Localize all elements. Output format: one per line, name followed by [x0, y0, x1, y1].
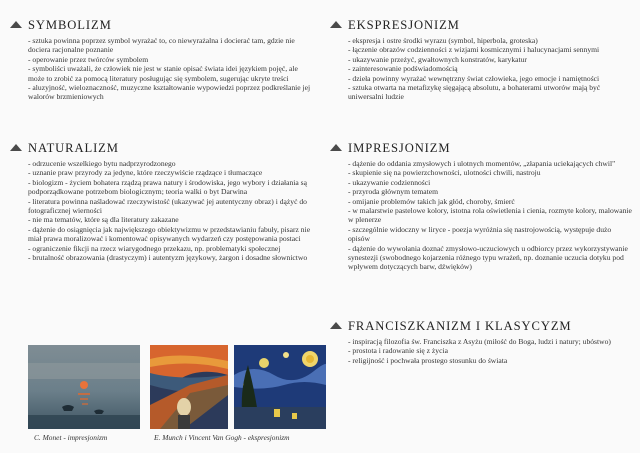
- triangle-bullet-icon: [10, 144, 22, 151]
- franciscanism-list: [326, 337, 634, 365]
- list-item: - operowanie przez twórców symbolem: [28, 54, 149, 64]
- list-item: - prostota i radowanie się z życia: [348, 346, 448, 356]
- starry-night-painting: [234, 345, 326, 429]
- section-title: IMPRESJONIZM: [348, 141, 451, 155]
- expressionism-list: [326, 36, 634, 102]
- triangle-bullet-icon: [10, 21, 22, 28]
- section-header: [326, 18, 634, 36]
- list-item: - dzieła powinny wyrażać wewnętrzny świat człowieka, jego emocje i namiętności: [348, 73, 600, 83]
- list-item: - nie ma tematów, które są dla literatury zakazane: [28, 215, 179, 225]
- section-title: EKSPRESJONIZM: [348, 18, 460, 32]
- list-item: - ekspresja i ostre środki wyrazu (symbol, hiperbola, groteska): [348, 36, 538, 45]
- list-item: - w malarstwie pastelowe kolory, istotna rola oświetlenia i cienia, rozmyte kolory, malowanie w plenerze: [348, 206, 632, 225]
- list-item: - literatura powinna naśladować rzeczywistość (ukazywać jej autentyczny obraz) i dążyć do fotograficznej wierności: [28, 196, 307, 216]
- list-item: - szczególnie widoczny w liryce - poezja wyróżnia się nastrojowością, występuje dużo opisów: [348, 224, 612, 244]
- starry-night-icon: [234, 345, 326, 429]
- section-header: [6, 141, 312, 159]
- painting-caption: E. Munch i Vincent Van Gogh - ekspresjonizm: [154, 433, 290, 442]
- list-item: - dążenie do wywołania doznać zmysłowo-uczuciowych u odbiorcy przez wykorzystywanie synestezji (swobodnego kojarzenia różnego typu wrażeń, np. doznanie uczucia dotyku pod wpływem dotyczących barw, dźwięków): [348, 243, 628, 272]
- list-item: - dążenie do osiągnięcia jak największego obiektywizmu w przedstawianiu fabuły, pisarz nie miał prawa moralizować i komentować opisywanych wydarzeń czy postępowania postaci: [28, 224, 311, 244]
- section-title: SYMBOLIZM: [28, 18, 112, 32]
- list-item: - ukazywanie przeżyć, gwałtownych konstratów, karykatur: [348, 54, 527, 64]
- impression-sunrise-painting: [28, 345, 140, 429]
- impressionism-list: [326, 159, 634, 272]
- section-header: [326, 141, 634, 159]
- list-item: - omijanie problemów takich jak głód, choroby, śmierć: [348, 196, 515, 206]
- painting-caption: C. Monet - impresjonizm: [34, 433, 108, 442]
- list-item: - sztuka otwarta na metafizykę sięgającą absolutu, a bohaterami utworów mają być uniwersalni ludzie: [348, 83, 601, 102]
- list-item: - ukazywanie codzienności: [348, 177, 431, 187]
- scream-painting: [150, 345, 228, 429]
- triangle-bullet-icon: [330, 144, 342, 151]
- section-title: FRANCISZKANIZM I KLASYCYZM: [348, 319, 572, 333]
- section-symbolism: [6, 18, 312, 102]
- list-item: - dążenie do oddania zmysłowych i ulotnych momentów, „złapania uciekających chwil": [348, 159, 616, 168]
- list-item: - przyroda głównym tematem: [348, 187, 439, 197]
- list-item: - sztuka powinna poprzez symbol wyrażać to, co niewyrażalna i docierać tam, gdzie nie dociera racjonalne poznanie: [28, 36, 295, 55]
- section-expressionism: [326, 18, 634, 102]
- list-item: - inspiracją filozofia św. Franciszka z Asyżu (miłość do Boga, ludzi i natury; ubóstwo): [348, 337, 611, 346]
- list-item: - ograniczenie fikcji na rzecz wiarygodnego przekazu, np. problematyki społecznej: [28, 243, 281, 253]
- naturalism-list: [6, 159, 312, 262]
- section-impressionism: [326, 141, 634, 272]
- scream-icon: [150, 345, 228, 429]
- triangle-bullet-icon: [330, 322, 342, 329]
- list-item: - uznanie praw przyrody za jedyne, które rzeczywiście rządzące i tłumaczące: [28, 168, 263, 178]
- list-item: - brutalność obrazowania (drastyczym) i autentyzm językowy, żargon i dosadne słownictwo: [28, 253, 308, 263]
- list-item: - symboliści uważali, że człowiek nie jest w stanie opisać świata idei językiem pojęć, ale może to zrobić za pomocą literatury posługując się symbolem, sugerując ukryte treści: [28, 64, 298, 83]
- impression-sunrise-icon: [28, 345, 140, 429]
- section-title: NATURALIZM: [28, 141, 119, 155]
- list-item: - skupienie się na powierzchowności, ulotności chwili, nastroju: [348, 168, 541, 178]
- list-item: - aluzyjność, wieloznaczność, muzyczne kształtowanie wypowiedzi poprzez podkreślanie jej walorów brzmieniowych: [28, 83, 311, 102]
- section-naturalism: [6, 141, 312, 262]
- list-item: - zainteresowanie podświadomością: [348, 64, 458, 74]
- list-item: - łączenie obrazów codzienności z wizjami kosmicznymi i halucynacjami sennymi: [348, 45, 600, 55]
- list-item: - religijność i pochwała prostego stosunku do świata: [348, 355, 508, 365]
- list-item: - biologizm - życiem bohatera rządzą prawa natury i środowiska, jego wybory i działania są podporządkowane potrzebom biologicznym; teoria walki o byt Darwina: [28, 177, 307, 197]
- symbolism-list: [6, 36, 312, 102]
- paintings-gallery: [22, 345, 322, 445]
- section-franciscanism: [326, 319, 634, 365]
- section-header: [326, 319, 634, 337]
- triangle-bullet-icon: [330, 21, 342, 28]
- list-item: - odrzucenie wszelkiego bytu nadprzyrodzonego: [28, 159, 176, 168]
- section-header: [6, 18, 312, 36]
